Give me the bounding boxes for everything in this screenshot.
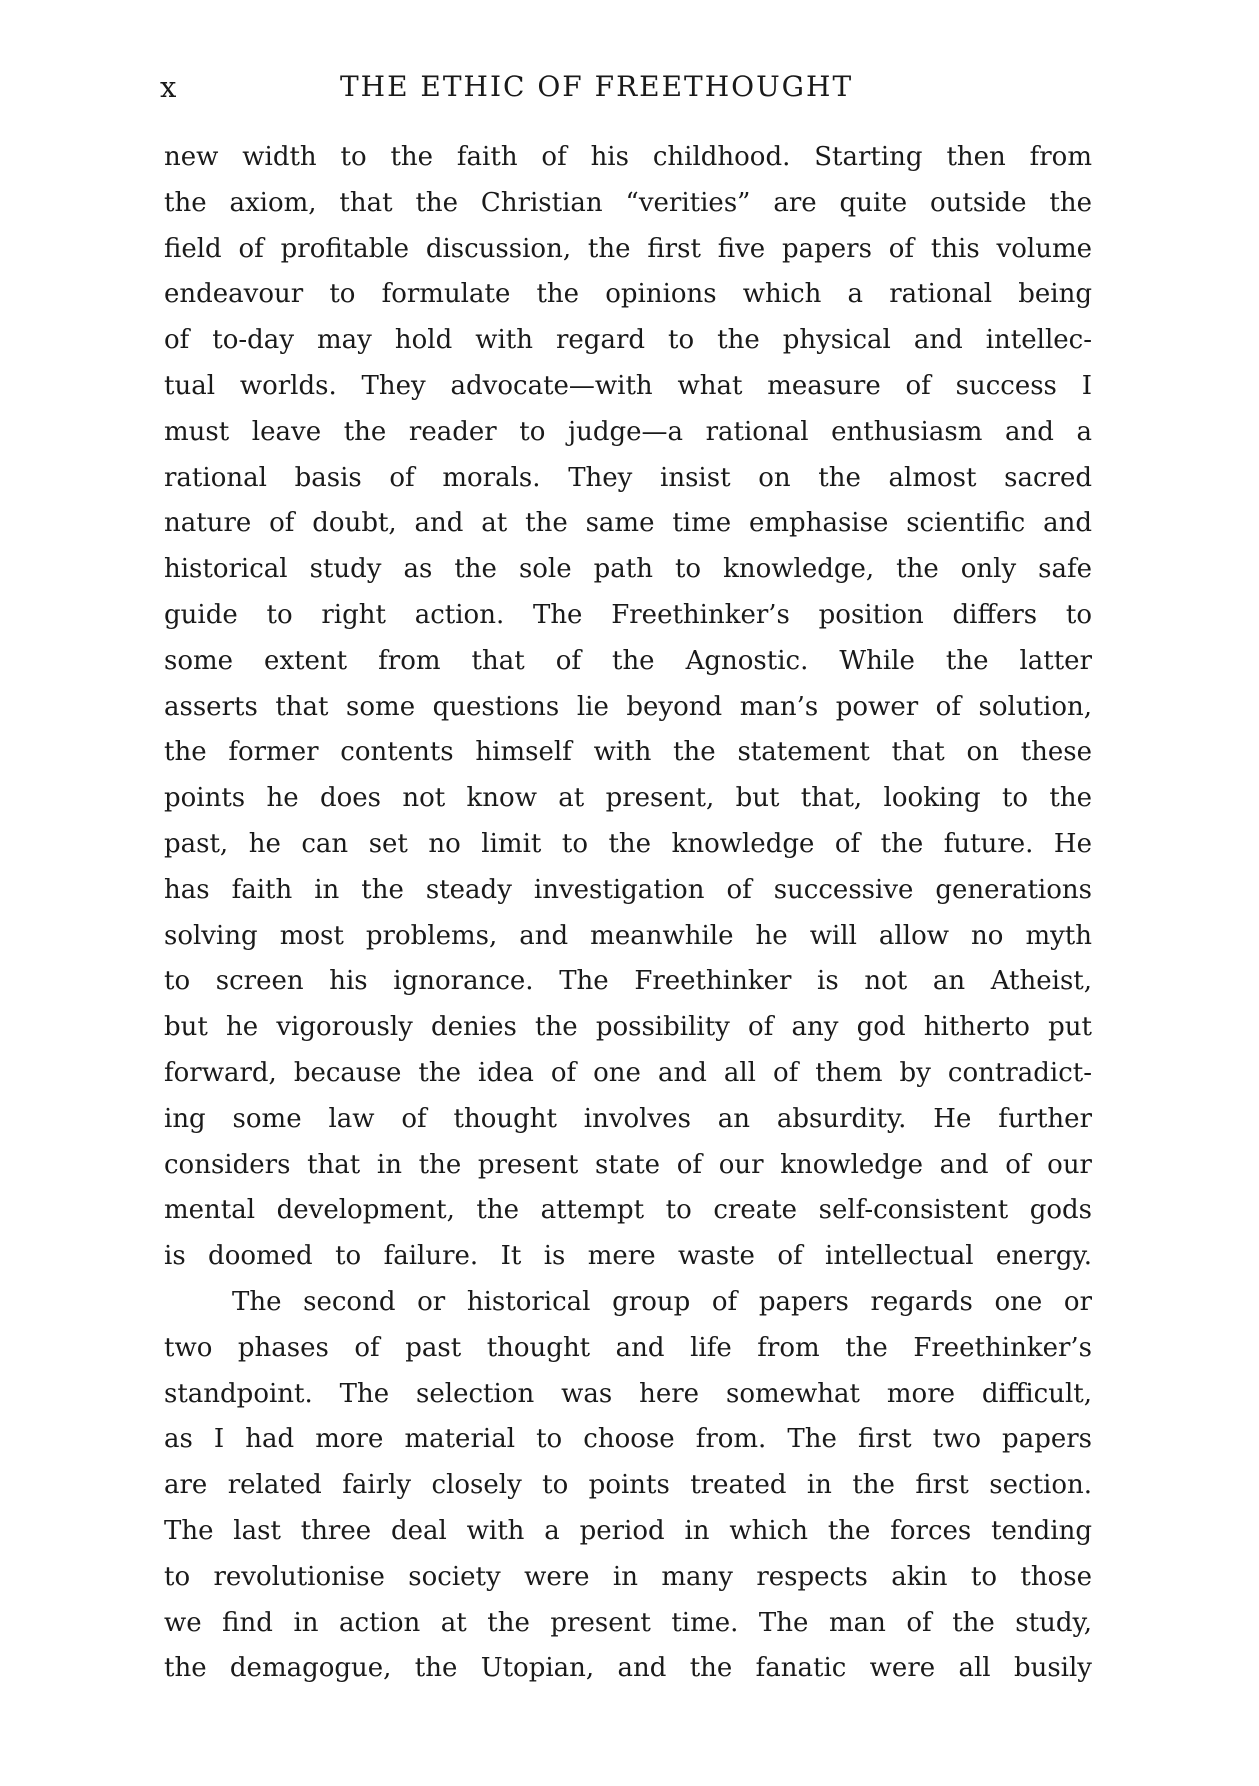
- text-line: The last three deal with a period in which the forces tending: [164, 1515, 1092, 1546]
- text-line: to revolutionise society were in many respects akin to those: [164, 1561, 1092, 1592]
- text-line: field of profitable discussion, the first five papers of this volume: [164, 233, 1092, 264]
- text-line: historical study as the sole path to knowledge, the only safe: [164, 554, 1092, 585]
- text-line: new width to the faith of his childhood. Starting then from: [164, 142, 1092, 172]
- text-line: points he does not know at present, but that, looking to the: [164, 783, 1092, 814]
- text-line: has faith in the steady investigation of successive generations: [164, 874, 1092, 905]
- text-line: nature of doubt, and at the same time emphasise scientific and: [164, 508, 1092, 539]
- text-line: we find in action at the present time. The man of the study,: [164, 1607, 1092, 1638]
- text-line: mental development, the attempt to create self-consistent gods: [164, 1195, 1092, 1226]
- text-line: must leave the reader to judge—a rational enthusiasm and a: [164, 416, 1092, 447]
- text-line: are related fairly closely to points treated in the first section.: [164, 1470, 1092, 1501]
- text-line: the former contents himself with the statement that on these: [164, 737, 1092, 768]
- text-line: endeavour to formulate the opinions which a rational being: [164, 279, 1092, 310]
- text-line: past, he can set no limit to the knowledge of the future. He: [164, 828, 1092, 859]
- text-line: some extent from that of the Agnostic. While the latter: [164, 645, 1092, 676]
- body-text: [164, 135, 1092, 1692]
- text-line: is doomed to failure. It is mere waste of intellectual energy.: [164, 1241, 1092, 1272]
- page-header: [160, 62, 1100, 112]
- paragraph-first-line: The second or historical group of papers regards one or: [232, 1286, 1092, 1317]
- text-line: two phases of past thought and life from the Freethinker’s: [164, 1332, 1092, 1363]
- text-line: ing some law of thought involves an absurdity. He further: [164, 1103, 1092, 1134]
- text-line: the axiom, that the Christian “verities” are quite outside the: [164, 187, 1092, 218]
- text-line: but he vigorously denies the possibility of any god hitherto put: [164, 1012, 1092, 1043]
- text-line: forward, because the idea of one and all of them by contradict-: [164, 1057, 1092, 1088]
- text-line: of to-day may hold with regard to the physical and intellec-: [164, 325, 1092, 356]
- text-line: as I had more material to choose from. The first two papers: [164, 1424, 1092, 1455]
- text-line: guide to right action. The Freethinker’s position differs to: [164, 599, 1092, 630]
- text-line: tual worlds. They advocate—with what measure of success I: [164, 370, 1092, 401]
- text-line: to screen his ignorance. The Freethinker is not an Atheist,: [164, 966, 1092, 997]
- text-line: the demagogue, the Utopian, and the fanatic were all busily: [164, 1653, 1092, 1684]
- running-title: THE ETHIC OF FREETHOUGHT: [340, 70, 854, 103]
- text-line: solving most problems, and meanwhile he will allow no myth: [164, 920, 1092, 951]
- text-line: asserts that some questions lie beyond man’s power of solution,: [164, 691, 1092, 722]
- page-number: x: [160, 70, 178, 104]
- text-line: rational basis of morals. They insist on the almost sacred: [164, 462, 1092, 493]
- text-line: standpoint. The selection was here somewhat more difficult,: [164, 1378, 1092, 1409]
- text-line: considers that in the present state of our knowledge and of our: [164, 1149, 1092, 1180]
